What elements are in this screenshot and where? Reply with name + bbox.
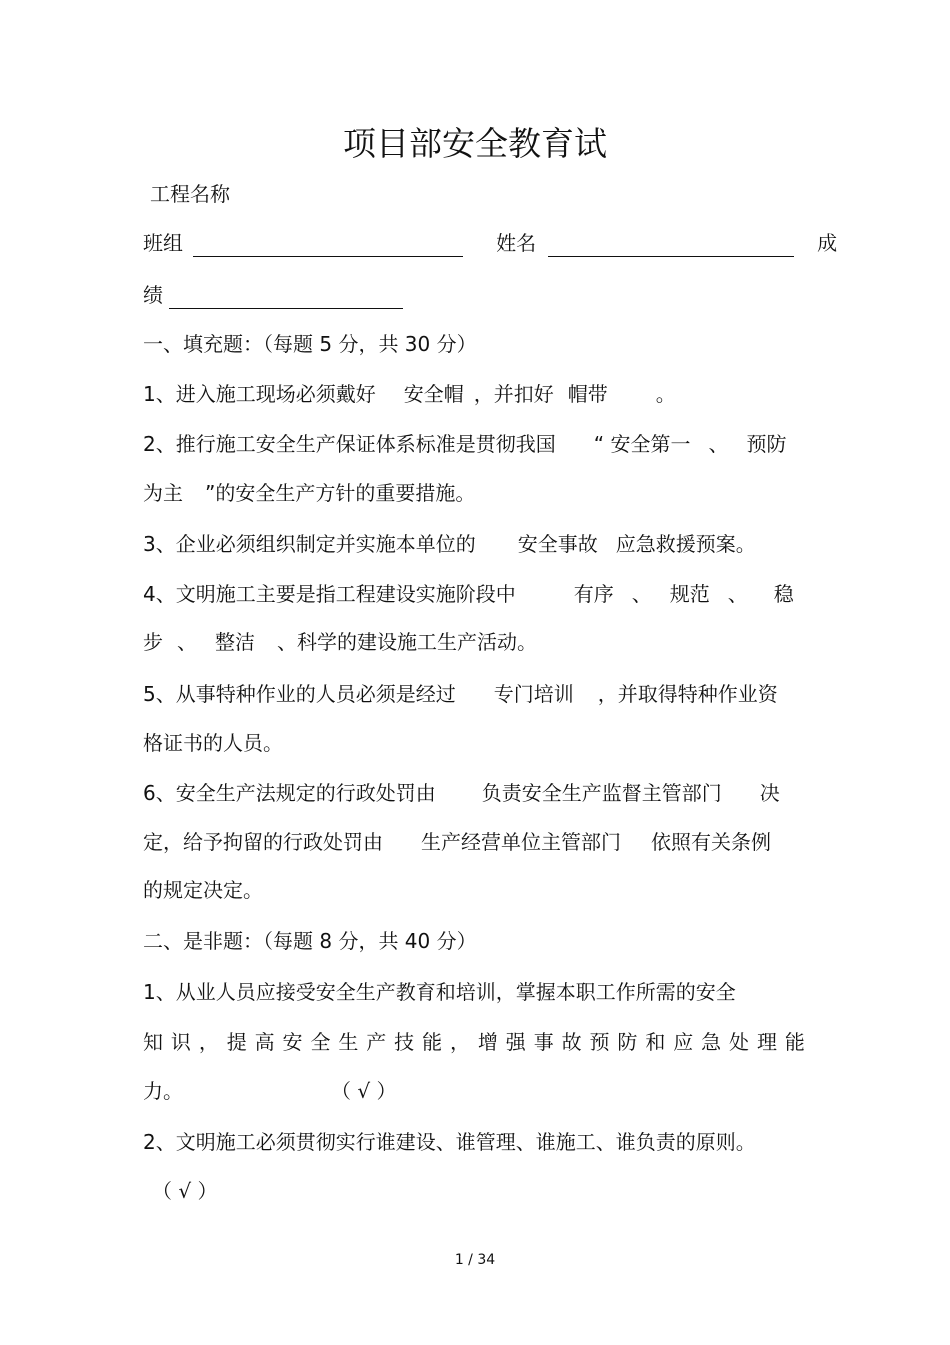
team-label: 班组	[143, 231, 183, 255]
q1-period: 。	[655, 382, 676, 406]
fill-question-6-line1	[143, 779, 805, 807]
q6-text-3: 定，给予拘留的行政处罚由	[143, 830, 383, 854]
fill-question-2-line1	[143, 430, 786, 458]
team-name-score-row	[143, 229, 837, 257]
team-blank	[193, 234, 463, 257]
tf-q1-char: 增	[477, 1030, 498, 1054]
q2-text-2: ”的安全生产方针的重要措施。	[205, 481, 476, 505]
tf-q1-answer: （ √ ）	[331, 1079, 397, 1103]
tf-q1-char: ，	[198, 1030, 219, 1054]
fill-question-4-line1	[143, 580, 805, 608]
q3-answer: 安全事故	[517, 532, 598, 556]
score-label-part2: 绩	[143, 283, 163, 307]
page-title: 项目部安全教育试	[343, 124, 607, 163]
q4-answer-3a: 稳	[773, 582, 794, 606]
score-blank	[169, 286, 403, 309]
fill-question-6-line2	[143, 828, 771, 856]
section1-heading: 一、填充题：（每题 5 分，共 30 分）	[143, 332, 477, 356]
fill-question-2-line2	[143, 479, 475, 507]
tf-q1-char: 应	[673, 1030, 694, 1054]
q4-text: 4、文明施工主要是指工程建设实施阶段中	[143, 582, 516, 606]
tf-q1-char: 全	[310, 1030, 331, 1054]
tf-q1-char: 能	[784, 1030, 805, 1054]
q6-text: 6、安全生产法规定的行政处罚由	[143, 781, 436, 805]
tf-question-1-line2	[143, 1028, 805, 1056]
tf-q1-text-end: 力。	[143, 1079, 183, 1103]
q1-text-2: ，并扣好	[473, 382, 554, 406]
tf-q1-char: ，	[449, 1030, 470, 1054]
tf-q1-char: 能	[422, 1030, 443, 1054]
tf-q1-char: 防	[617, 1030, 638, 1054]
score-row	[143, 281, 403, 309]
q3-text-2: 应急救援预案。	[615, 532, 756, 556]
tf-q1-char: 理	[756, 1030, 777, 1054]
fill-question-3	[143, 530, 756, 558]
q2-answer-1: “ 安全第一	[593, 432, 691, 456]
fill-question-4-line2	[143, 628, 537, 656]
section2-heading: 二、是非题：（每题 8 分，共 40 分）	[143, 929, 477, 953]
project-name-label: 工程名称	[150, 182, 230, 206]
q4-sep-2: 、	[727, 582, 748, 606]
tf-question-1-line1: 1、从业人员应接受安全生产教育和培训，掌握本职工作所需的安全	[143, 980, 736, 1004]
q4-text-2: 、科学的建设施工生产活动。	[277, 630, 537, 654]
tf-q1-char: 安	[282, 1030, 303, 1054]
name-label: 姓名	[496, 231, 537, 255]
q5-text-2: ，并取得特种作业资	[597, 682, 778, 706]
tf-q1-char: 处	[729, 1030, 750, 1054]
q4-sep-1: 、	[631, 582, 652, 606]
score-label-part1: 成	[817, 231, 838, 255]
tf-q1-char: 知	[143, 1030, 163, 1054]
q2-answer-2b: 为主	[143, 481, 183, 505]
tf-q1-char: 强	[505, 1030, 526, 1054]
q1-text: 1、进入施工现场必须戴好	[143, 382, 376, 406]
q3-text: 3、企业必须组织制定并实施本单位的	[143, 532, 476, 556]
tf-q1-char: 提	[226, 1030, 247, 1054]
q2-separator: 、	[708, 432, 729, 456]
tf-q2-answer: （ √ ）	[152, 1179, 218, 1203]
q6-text-4: 依照有关条例	[651, 830, 771, 854]
q4-sep-3: 、	[177, 630, 197, 654]
fill-question-1	[143, 380, 676, 408]
page-number: 1 / 34	[454, 1252, 496, 1268]
tf-q1-char: 故	[561, 1030, 582, 1054]
q5-text: 5、从事特种作业的人员必须是经过	[143, 682, 456, 706]
q4-answer-3b: 步	[143, 630, 163, 654]
q2-text: 2、推行施工安全生产保证体系标准是贯彻我国	[143, 432, 556, 456]
tf-q1-char: 生	[338, 1030, 359, 1054]
q6-text-2: 决	[759, 781, 780, 805]
tf-q1-char: 事	[533, 1030, 554, 1054]
q6-answer-2: 生产经营单位主管部门	[421, 830, 621, 854]
q2-answer-2a: 预防	[746, 432, 787, 456]
q1-answer-2: 帽带	[567, 382, 608, 406]
tf-q1-char: 预	[589, 1030, 610, 1054]
q6-answer-1: 负责安全生产监督主管部门	[481, 781, 722, 805]
tf-q1-char: 和	[645, 1030, 666, 1054]
tf-q1-char: 产	[366, 1030, 387, 1054]
q5-answer: 专门培训	[493, 682, 574, 706]
name-blank	[548, 234, 794, 257]
fill-question-5-line2: 格证书的人员。	[143, 731, 283, 755]
tf-question-1-line3	[143, 1077, 396, 1105]
q1-answer-1: 安全帽	[403, 382, 464, 406]
tf-q1-char: 高	[254, 1030, 275, 1054]
fill-question-6-line3: 的规定决定。	[143, 878, 263, 902]
q4-answer-1: 有序	[573, 582, 614, 606]
fill-question-5-line1	[143, 680, 778, 708]
tf-q1-char: 急	[701, 1030, 722, 1054]
q4-answer-2: 规范	[669, 582, 710, 606]
tf-q1-char: 技	[394, 1030, 415, 1054]
tf-question-2-line1: 2、文明施工必须贯彻实行谁建设、谁管理、谁施工、谁负责的原则。	[143, 1130, 756, 1154]
tf-q1-char: 识	[170, 1030, 191, 1054]
q4-answer-4: 整洁	[215, 630, 255, 654]
